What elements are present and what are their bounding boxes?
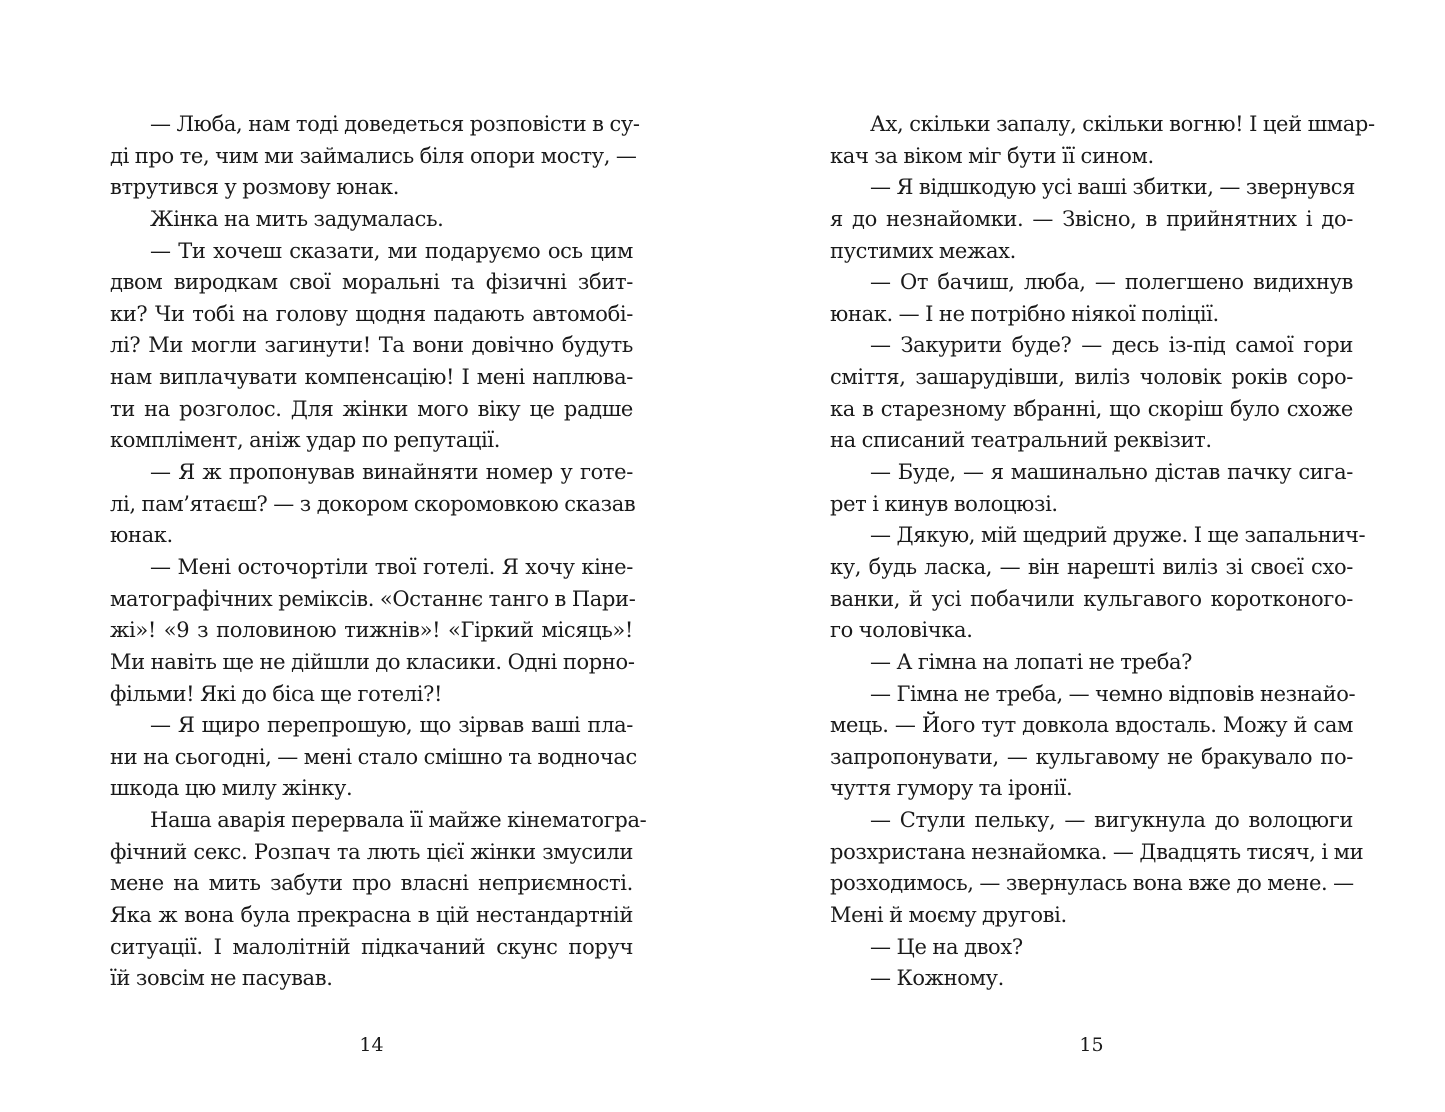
text-line: юнак. (110, 523, 173, 548)
text-line: сміття, зашарудівши, виліз чоловік років соро- (830, 365, 1353, 390)
right-page (830, 109, 1375, 1069)
page-number: 14 (359, 1034, 384, 1056)
text-line: Наша аварія перервала її майже кінематогра- (150, 808, 647, 833)
text-line: — Я ж пропонував винайняти номер у готе- (150, 460, 633, 485)
text-line: жі»! «9 з половиною тижнів»! «Гіркий місяць»! (110, 618, 633, 643)
text-line: — Гімна не треба, — чемно відповів незнайо- (870, 681, 1356, 706)
text-line: Мені й моєму другові. (830, 903, 1067, 928)
text-line: — Закурити буде? — десь із-під самої гори (870, 333, 1353, 358)
text-line: я до незнайомки. — Звісно, в прийнятних і до- (830, 206, 1353, 231)
text-line: ни на сьогодні, — мені стало смішно та водночас (110, 744, 637, 769)
left-page-text (110, 109, 647, 995)
text-line: мець. — Його тут довкола вдосталь. Можу й сам (830, 713, 1353, 738)
text-line: двом виродкам свої моральні та фізичні збит- (110, 270, 633, 295)
text-line: — Я щиро перепрошую, що зірвав ваші пла- (150, 713, 633, 738)
text-line: лі? Ми могли загинути! Та вони довічно будуть (110, 333, 633, 358)
text-line: ти на розголос. Для жінки мого віку це радше (110, 396, 633, 421)
text-line: комплімент, аніж удар по репутації. (110, 428, 501, 453)
right-page-text (830, 109, 1375, 995)
text-line: нам виплачувати компенсацію! І мені наплюва- (110, 365, 633, 390)
text-line: — Мені осточортіли твої готелі. Я хочу кіне- (150, 554, 633, 579)
text-line: фільми! Які до біса ще готелі?! (110, 681, 443, 706)
text-line: го чоловічка. (830, 618, 973, 643)
text-line: запропонувати, — кульгавому не бракувало по- (830, 744, 1353, 769)
text-line: кач за віком міг бути її сином. (830, 143, 1154, 168)
text-line: пустимих межах. (830, 238, 1016, 263)
text-line: ді про те, чим ми займались біля опори мосту, — (110, 143, 637, 168)
text-line: — Я відшкодую усі ваші збитки, — звернувся (870, 175, 1356, 200)
text-line: їй зовсім не пасував. (110, 966, 333, 991)
text-line: — Дякую, мій щедрий друже. І ще запальнич- (870, 523, 1366, 548)
text-line: втрутився у розмову юнак. (110, 175, 400, 200)
text-line: чуття гумору та іронії. (830, 776, 1073, 801)
text-line: — Кожному. (870, 966, 1004, 991)
text-line: шкода цю милу жінку. (110, 776, 353, 801)
text-line: — Ти хочеш сказати, ми подаруємо ось цим (150, 238, 633, 263)
text-line: на списаний театральний реквізит. (830, 428, 1212, 453)
text-line: — От бачиш, люба, — полегшено видихнув (870, 270, 1353, 295)
text-line: ка в старезному вбранні, що скоріш було схоже (830, 396, 1353, 421)
text-line: ки? Чи тобі на голову щодня падають автомобі- (110, 301, 633, 326)
text-line: — Це на двох? (870, 934, 1023, 959)
text-line: мене на мить забути про власні неприємності. (110, 871, 633, 896)
text-line: розхристана незнайомка. — Двадцять тисяч, і ми (830, 839, 1364, 864)
text-line: — Стули пельку, — вигукнула до волоцюги (870, 808, 1353, 833)
text-line: рет і кинув волоцюзі. (830, 491, 1058, 516)
text-line: лі, пам’ятаєш? — з докором скоромовкою сказав (110, 491, 636, 516)
text-line: Ми навіть ще не дійшли до класики. Одні порно- (110, 649, 635, 674)
text-line: фічний секс. Розпач та лють цієї жінки змусили (110, 839, 633, 864)
left-page (110, 109, 647, 1069)
text-line: матографічних реміксів. «Останнє танго в Пари- (110, 586, 636, 611)
text-line: ситуації. І малолітній підкачаний скунс поруч (110, 934, 633, 959)
text-line: Яка ж вона була прекрасна в цій нестандартній (110, 903, 633, 928)
text-line: Ах, скільки запалу, скільки вогню! І цей шмар- (870, 112, 1375, 136)
text-line: ванки, й усі побачили кульгавого коротконого- (830, 586, 1353, 611)
text-line: Жінка на мить задумалась. (150, 206, 444, 231)
text-line: — Буде, — я машинально дістав пачку сига- (870, 460, 1353, 485)
text-line: — Люба, нам тоді доведеться розповісти в су- (150, 112, 640, 136)
text-line: розходимось, — звернулась вона вже до мене. — (830, 871, 1354, 896)
text-line: юнак. — І не потрібно ніякої поліції. (830, 301, 1219, 326)
text-line: — А гімна на лопаті не треба? (870, 649, 1193, 674)
text-line: ку, будь ласка, — він нарешті виліз зі своєї схо- (830, 554, 1353, 579)
page-number: 15 (1079, 1034, 1104, 1056)
